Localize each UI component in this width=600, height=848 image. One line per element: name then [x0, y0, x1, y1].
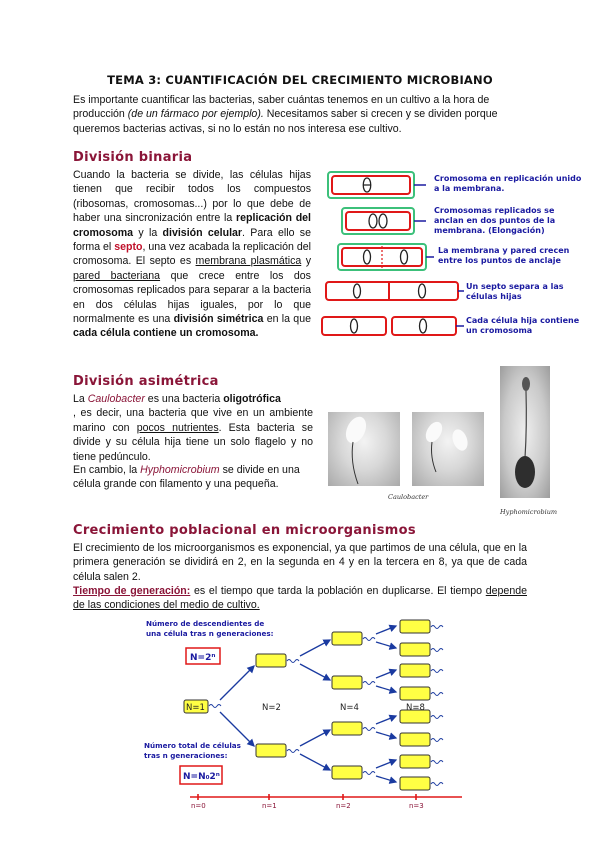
intro-text: Necesitamos saber si crecen y se dividen porque [263, 108, 498, 121]
cell-gen3 [400, 687, 443, 700]
binary-underline: membrana plasmática [195, 255, 302, 268]
cell-membrane [326, 282, 458, 300]
caulobacter-term: Caulobacter [87, 393, 145, 405]
hyphomicrobium-term: Hyphomicrobium [140, 464, 220, 476]
cell-gen2 [332, 676, 375, 689]
intro-italic: (de un fármaco por ejemplo). [127, 108, 264, 121]
caption-step-5 [466, 316, 579, 336]
generation-time-paragraph [73, 584, 527, 613]
septo-term: septo [114, 241, 143, 254]
caulobacter-photo-1 [328, 412, 400, 486]
label-n8: N=8 [406, 703, 425, 713]
axis-label-n2: n=2 [336, 802, 351, 810]
formula-1: N=2ⁿ [190, 653, 216, 663]
asym-paragraph-2 [73, 463, 323, 492]
intro-line-2 [73, 107, 527, 121]
heading-division-binaria: División binaria [73, 150, 193, 165]
label-n2: N=2 [262, 703, 281, 713]
cell-gen1-bottom [256, 744, 299, 757]
intro-text: producción [73, 108, 128, 121]
caption-line: Cada célula hija contiene [466, 316, 580, 325]
flagellum-icon [209, 705, 221, 708]
tg-underline: depende de las condiciones del medio de cultivo. [73, 585, 527, 612]
cell-gen3 [400, 755, 443, 768]
tg-text: es el tiempo que tarda la población en duplicarse. El tiempo [190, 585, 486, 597]
cell-gen3 [400, 664, 443, 677]
binary-bold: cada célula contiene un cromosoma. [73, 327, 259, 340]
tg-label: Tiempo de generación: [73, 585, 191, 597]
binary-paragraph [73, 168, 311, 341]
asym-text: es una bacteria [144, 393, 224, 405]
cell-gen3 [400, 733, 443, 746]
daughter-cell [322, 317, 386, 335]
arrow [300, 754, 330, 770]
asym-underline: pocos nutrientes [136, 421, 219, 434]
caption-line: Cromosomas replicados se [434, 206, 555, 215]
caption-line: un cromosoma [466, 326, 533, 335]
binary-underline: pared bacteriana [73, 269, 161, 282]
cell-membrane [346, 212, 410, 230]
caption-step-3 [438, 246, 569, 266]
caption-line: membrana. (Elongación) [434, 226, 545, 235]
caption-line: células hijas [466, 292, 522, 301]
hyphomicrobium-photo-caption: Hyphomicrobium [500, 508, 558, 516]
label-n4: N=4 [340, 703, 359, 713]
binary-bold: división simétrica [173, 313, 264, 326]
caulobacter-photo-caption: Caulobacter [388, 493, 429, 501]
growth-paragraph: El crecimiento de los microorganismos es exponencial, ya que partimos de una célula, que en la primera generación se dividirá en 2, en la segunda en 4 y en la tercera en 8, ya que de cada célula salen 2. [73, 542, 527, 583]
label-n1: N=1 [186, 703, 205, 713]
asym-text: , es decir, una bacteria que vive en un ambiente marino con [73, 407, 313, 434]
formula-2: N=N₀2ⁿ [183, 772, 220, 782]
cell-gen2 [332, 722, 375, 735]
asym-text: En cambio, la [73, 464, 141, 476]
intro-line-1: Es importante cuantificar las bacterias, saber cuántas tenemos en un cultivo a la hora de [73, 94, 490, 106]
binary-text: Cuando la bacteria se divide, las células hijas tienen que recibir todos los compuestos (ribosomas, cromosomas...) por lo que debe de haber una sincronización entre la [73, 169, 311, 225]
asym-text: La [73, 393, 88, 405]
caulobacter-photo-2 [412, 412, 484, 486]
exponential-growth-diagram [140, 618, 470, 810]
arrow [300, 664, 330, 680]
total-label-line1: Número total de células [144, 741, 241, 750]
binary-text: en la que [263, 313, 311, 326]
heading-division-asimetrica: División asimétrica [73, 374, 219, 389]
axis-label-n0: n=0 [191, 802, 206, 810]
binary-text: y [301, 255, 311, 268]
arrow [300, 640, 330, 656]
caption-line: Cromosoma en replicación unido [434, 174, 582, 183]
asym-text: se divide en una célula grande con filamento y una pequeña. [73, 464, 300, 491]
desc-label-line2: una célula tras n generaciones: [146, 629, 274, 638]
binary-text: , una vez acabada la replicación del cromosoma. El septo es [73, 241, 311, 268]
caption-line: a la membrana. [434, 184, 505, 193]
caption-line: entre los puntos de anclaje [438, 256, 561, 265]
arrow [220, 666, 254, 700]
asym-text: . Esta bacteria se divide y su célula hija tiene un solo flagelo y no tiene pedúnculo. [73, 421, 313, 463]
binary-text: . Para ello se forma el [73, 226, 311, 254]
cell-gen3 [400, 777, 443, 790]
binary-text: que crece entre los dos cromosomas replicados para separar a la bacteria en dos células hijas iguales, por lo que normalmente es una [73, 269, 311, 326]
caption-line: La membrana y pared crecen [438, 246, 570, 255]
heading-crecimiento-poblacional: Crecimiento poblacional en microorganismos [73, 523, 416, 538]
caption-step-1 [434, 174, 581, 194]
bacterium-image [500, 366, 550, 498]
cell-gen1-top [256, 654, 299, 667]
arrow [300, 730, 330, 746]
axis-label-n3: n=3 [409, 802, 424, 810]
cell-gen3 [400, 620, 443, 633]
binary-text: y la [133, 226, 163, 239]
intro-line-3: queremos bacterias activas, si no lo están no nos interesa ese cultivo. [73, 122, 402, 135]
hyphomicrobium-photo [500, 366, 550, 498]
asym-paragraph [73, 392, 313, 464]
binary-bold: división celular [162, 226, 243, 239]
desc-label-line1: Número de descendientes de [146, 619, 265, 628]
cell-gen3 [400, 643, 443, 656]
cell-gen2 [332, 632, 375, 645]
caption-line: anclan en dos puntos de la [434, 216, 556, 225]
arrow-group-gen3 [376, 626, 396, 782]
caption-line: Un septo separa a las [466, 282, 564, 291]
bacterium-image [328, 412, 400, 486]
bacterium-image [412, 412, 484, 486]
caption-step-2 [434, 206, 555, 236]
intro-paragraph [73, 93, 527, 136]
page-title: TEMA 3: CUANTIFICACIÓN DEL CRECIMIENTO MICROBIANO [107, 73, 493, 87]
asym-bold: oligotrófica [223, 393, 281, 405]
binary-bold: replicación del cromosoma [73, 212, 311, 239]
axis-label-n1: n=1 [262, 802, 277, 810]
caption-step-4 [466, 282, 564, 302]
cell-gen2 [332, 766, 375, 779]
total-label-line2: tras n generaciones: [144, 751, 228, 760]
